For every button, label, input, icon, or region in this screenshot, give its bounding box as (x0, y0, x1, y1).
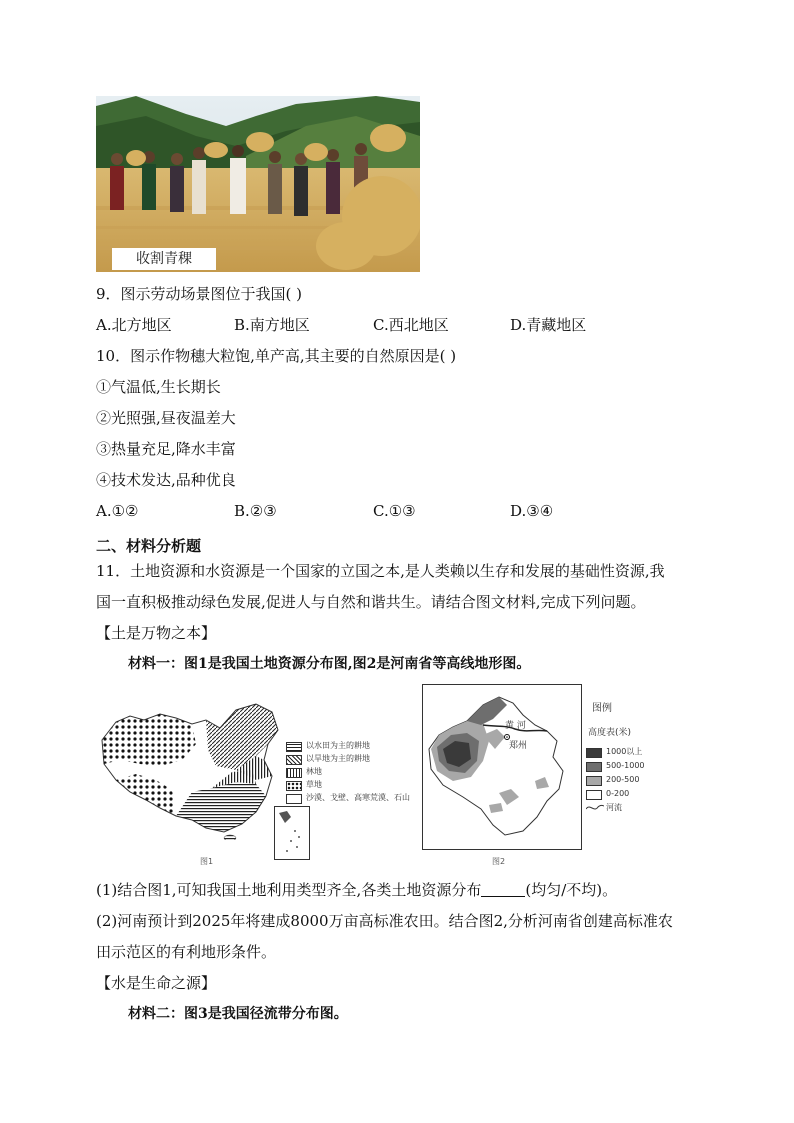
q10-item-1: ①气温低,生长期长 (96, 378, 221, 396)
legend-swatch-forest (286, 768, 302, 778)
legend-500: 500-1000 (606, 761, 645, 770)
harvest-scene-illustration (96, 96, 420, 272)
question-10-stem: 10．图示作物穗大粒饱,单产高,其主要的自然原因是( ) (96, 347, 457, 365)
legend-0: 0-200 (606, 789, 630, 798)
q9-option-d: D.青藏地区 (510, 316, 587, 334)
legend-swatch-dryland (286, 755, 302, 765)
zhengzhou-label: 郑州 (509, 741, 528, 751)
q10-option-b: B.②③ (234, 502, 277, 520)
legend-1000: 1000以上 (606, 747, 643, 756)
q10-option-c: C.①③ (373, 502, 416, 520)
inset-map (275, 807, 309, 859)
legend-swatch-0 (586, 790, 602, 800)
legend-paddy: 以水田为主的耕地 (306, 741, 370, 750)
legend-200: 200-500 (606, 775, 640, 784)
figure-2-label: 图2 (492, 857, 506, 866)
legend-swatch-grassland (286, 781, 302, 791)
q9-option-a: A.北方地区 (96, 316, 172, 334)
figure-1-land-map (96, 700, 426, 870)
photo-caption: 收割青稞 (112, 248, 216, 270)
legend-grassland: 草地 (306, 780, 322, 789)
legend-swatch-200 (586, 776, 602, 786)
legend-title: 图例 (592, 703, 612, 714)
legend-swatch-500 (586, 762, 602, 772)
henan-contour-map (423, 685, 581, 849)
legend-swatch-desert (286, 794, 302, 804)
q10-option-d: D.③④ (510, 502, 554, 520)
material-1: 材料一：图1是我国土地资源分布图,图2是河南省等高线地形图。 (128, 656, 531, 672)
china-land-map (96, 700, 296, 840)
legend-river: 河流 (606, 803, 622, 812)
river-label: 黄 河 (505, 721, 526, 731)
legend-dryland: 以旱地为主的耕地 (306, 754, 370, 763)
q10-item-4: ④技术发达,品种优良 (96, 471, 236, 489)
legend-swatch-paddy (286, 742, 302, 752)
question-9-stem: 9．图示劳动场景图位于我国( ) (96, 285, 303, 303)
q9-option-b: B.南方地区 (234, 316, 310, 334)
legend-swatch-1000 (586, 748, 602, 758)
legend-desert: 沙漠、戈壁、高寒荒漠、石山 (306, 793, 410, 802)
henan-map-frame (422, 684, 582, 850)
sub-question-2-line-1: (2)河南预计到2025年将建成8000万亩高标准农田。结合图2,分析河南省创建高标准农 (96, 912, 673, 930)
part2-title: 【水是生命之源】 (96, 974, 217, 992)
q10-item-2: ②光照强,昼夜温差大 (96, 409, 236, 427)
material-2: 材料二：图3是我国径流带分布图。 (128, 1006, 348, 1022)
sub-question-2-line-2: 田示范区的有利地形条件。 (96, 943, 277, 961)
q11-line-1: 11．土地资源和水资源是一个国家的立国之本,是人类赖以生存和发展的基础性资源,我 (96, 562, 665, 580)
river-legend-icon (586, 803, 604, 813)
sub-question-1-text: (1)结合图1,可知我国土地利用类型齐全,各类土地资源分布 (96, 881, 482, 899)
sub-question-1-choice: (均匀/不均)。 (525, 881, 618, 899)
legend-forest: 林地 (306, 767, 322, 776)
section-heading: 二、材料分析题 (96, 537, 202, 555)
sub-question-1 (96, 880, 617, 900)
legend-subtitle: 高度表(米) (588, 728, 632, 738)
part1-title: 【土是万物之本】 (96, 624, 217, 642)
q10-item-3: ③热量充足,降水丰富 (96, 440, 236, 458)
figure-2-henan-map (422, 684, 645, 868)
harvest-photo (96, 96, 420, 272)
figure-1-label: 图1 (200, 857, 214, 866)
south-china-sea-inset (274, 806, 310, 860)
answer-blank[interactable] (481, 882, 525, 897)
q9-option-c: C.西北地区 (373, 316, 449, 334)
q10-option-a: A.①② (96, 502, 139, 520)
q11-line-2: 国一直积极推动绿色发展,促进人与自然和谐共生。请结合图文材料,完成下列问题。 (96, 593, 646, 611)
